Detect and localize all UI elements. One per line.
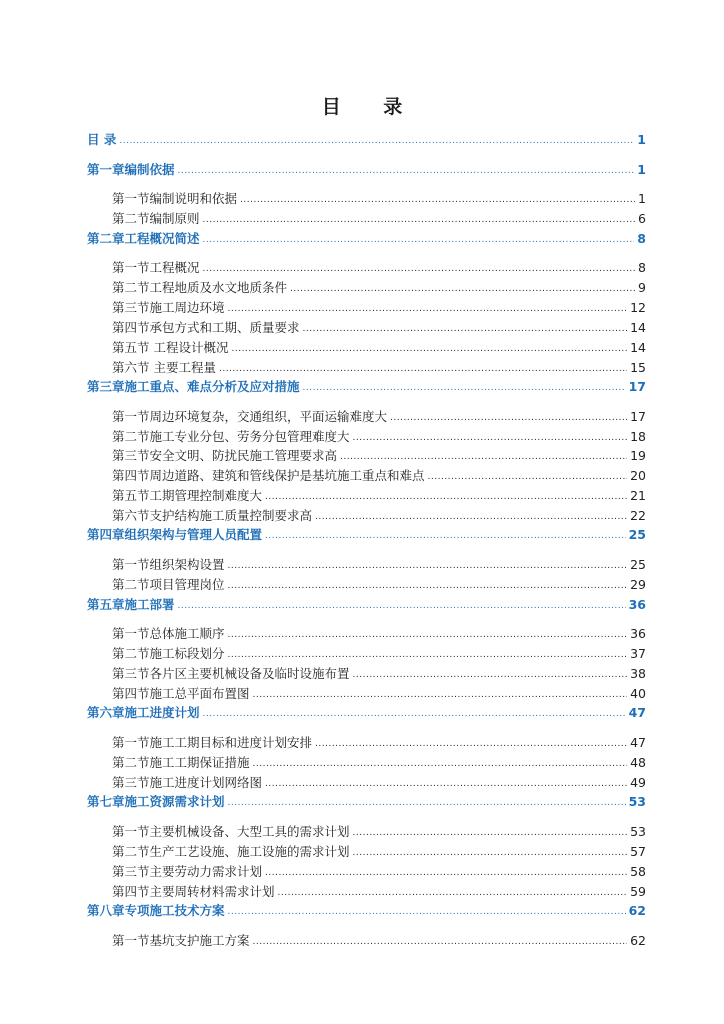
toc-chapter-entry[interactable] [87,596,646,614]
toc-section-entry[interactable] [112,556,646,574]
dot-leader [178,597,626,615]
toc-entry-title: 第三章施工重点、难点分析及应对措施 [87,379,300,394]
toc-section-entry[interactable] [112,645,646,663]
dot-leader [203,705,626,723]
toc-page-number: 21 [630,488,646,503]
toc-chapter-entry[interactable] [87,131,646,149]
dot-leader [203,231,635,249]
toc-page-number: 47 [628,705,646,720]
toc-section-entry[interactable] [112,823,646,841]
toc-entry-title: 第三节施工进度计划网络图 [112,775,263,790]
toc-page-number: 8 [637,231,646,246]
toc-entry-title: 第四节主要周转材料需求计划 [112,884,275,899]
toc-entry-title: 第二节施工工期保证措施 [112,755,250,770]
toc-section-entry[interactable] [112,279,646,297]
toc-section-entry[interactable] [112,576,646,594]
toc-page-number: 1 [637,132,646,147]
toc-section-entry[interactable] [112,932,646,950]
toc-entry-title: 第三节安全文明、防扰民施工管理要求高 [112,448,338,463]
toc-entry-title: 第四节施工总平面布置图 [112,686,250,701]
toc-page-number: 47 [630,735,646,750]
toc-page-number: 8 [638,260,646,275]
dot-leader [253,933,628,951]
toc-section-entry[interactable] [112,734,646,752]
toc-page-number: 20 [630,468,646,483]
toc-entry-title: 第二节生产工艺设施、施工设施的需求计划 [112,844,350,859]
toc-page-number: 22 [630,508,646,523]
dot-leader [228,577,628,595]
dot-leader [219,360,627,378]
dot-leader [340,448,627,466]
toc-chapter-entry[interactable] [87,704,646,722]
toc-section-entry[interactable] [112,685,646,703]
toc-page-number: 59 [630,884,646,899]
toc-chapter-entry[interactable] [87,526,646,544]
toc-page-number: 49 [630,775,646,790]
toc-section-entry[interactable] [112,625,646,643]
toc-entry-title: 第二节项目管理岗位 [112,577,225,592]
toc-entry-title: 第二节工程地质及水文地质条件 [112,280,288,295]
toc-page-number: 53 [628,794,646,809]
dot-leader [253,755,628,773]
toc-entry-title: 第五节 工程设计概况 [112,340,229,355]
toc-entry-title: 第五节工期管理控制难度大 [112,488,263,503]
toc-entry-title: 第六节 主要工程量 [112,360,216,375]
toc-page-number: 14 [630,340,646,355]
toc-section-entry[interactable] [112,883,646,901]
dot-leader [290,280,635,298]
dot-leader [228,903,626,921]
toc-section-entry[interactable] [112,210,646,228]
toc-entry-title: 第二节施工标段划分 [112,646,225,661]
toc-entry-title: 第一节总体施工顺序 [112,626,225,641]
toc-entry-title: 第一节周边环境复杂，交通组织，平面运输难度大 [112,409,388,424]
toc-section-entry[interactable] [112,843,646,861]
toc-page-number: 15 [630,360,646,375]
toc-page-number: 62 [630,933,646,948]
toc-entry-title: 第一章编制依据 [87,162,175,177]
toc-page-number: 6 [638,211,646,226]
toc-section-entry[interactable] [112,408,646,426]
toc-entry-title: 第四节周边道路、建筑和管线保护是基坑施工重点和难点 [112,468,425,483]
toc-page-number: 18 [630,429,646,444]
toc-section-entry[interactable] [112,507,646,525]
dot-leader [231,340,627,358]
toc-page-number: 14 [630,320,646,335]
toc-page-number: 40 [630,686,646,701]
dot-leader [178,162,635,180]
toc-entry-title: 第一节施工工期目标和进度计划安排 [112,735,313,750]
toc-section-entry[interactable] [112,447,646,465]
toc-entry-title: 第六章施工进度计划 [87,705,200,720]
toc-page-number: 1 [637,162,646,177]
toc-entry-title: 第一节工程概况 [112,260,200,275]
toc-entry-title: 第三节各片区主要机械设备及临时设施布置 [112,666,350,681]
toc-section-entry[interactable] [112,487,646,505]
dot-leader [265,864,627,882]
toc-section-entry[interactable] [112,359,646,377]
toc-page-number: 36 [628,597,646,612]
dot-leader [265,488,627,506]
toc-entry-title: 第二节编制原则 [112,211,200,226]
toc-chapter-entry[interactable] [87,230,646,248]
dot-leader [390,409,627,427]
toc-section-entry[interactable] [112,467,646,485]
toc-section-entry[interactable] [112,754,646,772]
dot-leader [228,626,628,644]
dot-leader [228,646,628,664]
toc-section-entry[interactable] [112,319,646,337]
toc-chapter-entry[interactable] [87,161,646,179]
toc-page-number: 36 [630,626,646,641]
dot-leader [303,379,626,397]
dot-leader [353,429,628,447]
dot-leader [353,824,628,842]
toc-section-entry[interactable] [112,190,646,208]
dot-leader [203,211,636,229]
toc-section-entry[interactable] [112,259,646,277]
toc-entry-title: 目 录 [87,132,117,147]
toc-page-number: 19 [630,448,646,463]
toc-entry-title: 第二章工程概况简述 [87,231,200,246]
dot-leader [228,794,626,812]
dot-leader [240,191,635,209]
dot-leader [119,132,634,150]
toc-page-number: 17 [630,409,646,424]
toc-chapter-entry[interactable] [87,378,646,396]
toc-section-entry[interactable] [112,299,646,317]
toc-entry-title: 第一节组织架构设置 [112,557,225,572]
toc-page-number: 37 [630,646,646,661]
toc-page-number: 53 [630,824,646,839]
toc-entry-title: 第四章组织架构与管理人员配置 [87,527,263,542]
dot-leader [228,300,628,318]
toc-page-number: 17 [628,379,646,394]
toc-page-number: 62 [628,903,646,918]
dot-leader [265,527,626,545]
dot-leader [253,686,628,704]
dot-leader [353,844,628,862]
toc-entry-title: 第三节施工周边环境 [112,300,225,315]
toc-entry-title: 第一节编制说明和依据 [112,191,238,206]
dot-leader [315,508,627,526]
toc-page-number: 57 [630,844,646,859]
toc-page-number: 29 [630,577,646,592]
toc-section-entry[interactable] [112,774,646,792]
toc-entry-title: 第五章施工部署 [87,597,175,612]
toc-section-entry[interactable] [112,863,646,881]
toc-entry-title: 第八章专项施工技术方案 [87,903,225,918]
toc-page-number: 1 [638,191,646,206]
dot-leader [203,260,636,278]
dot-leader [278,884,628,902]
toc-entry-title: 第二节施工专业分包、劳务分包管理难度大 [112,429,350,444]
toc-page-number: 25 [628,527,646,542]
dot-leader [228,557,628,575]
dot-leader [315,735,627,753]
page-title: 目 录 [321,96,421,118]
toc-entry-title: 第一节主要机械设备、大型工具的需求计划 [112,824,350,839]
toc-page-number: 58 [630,864,646,879]
toc-page-number: 25 [630,557,646,572]
toc-entry-title: 第三节主要劳动力需求计划 [112,864,263,879]
toc-chapter-entry[interactable] [87,793,646,811]
toc-entry-title: 第七章施工资源需求计划 [87,794,225,809]
toc-chapter-entry[interactable] [87,902,646,920]
dot-leader [303,320,628,338]
toc-entry-title: 第六节支护结构施工质量控制要求高 [112,508,313,523]
toc-page-number: 48 [630,755,646,770]
toc-section-entry[interactable] [112,665,646,683]
toc-section-entry[interactable] [112,339,646,357]
dot-leader [428,468,628,486]
dot-leader [265,775,627,793]
dot-leader [353,666,628,684]
toc-entry-title: 第一节基坑支护施工方案 [112,933,250,948]
toc-entry-title: 第四节承包方式和工期、质量要求 [112,320,300,335]
toc-section-entry[interactable] [112,428,646,446]
toc-page-number: 9 [638,280,646,295]
toc-page-number: 38 [630,666,646,681]
toc-page-number: 12 [630,300,646,315]
